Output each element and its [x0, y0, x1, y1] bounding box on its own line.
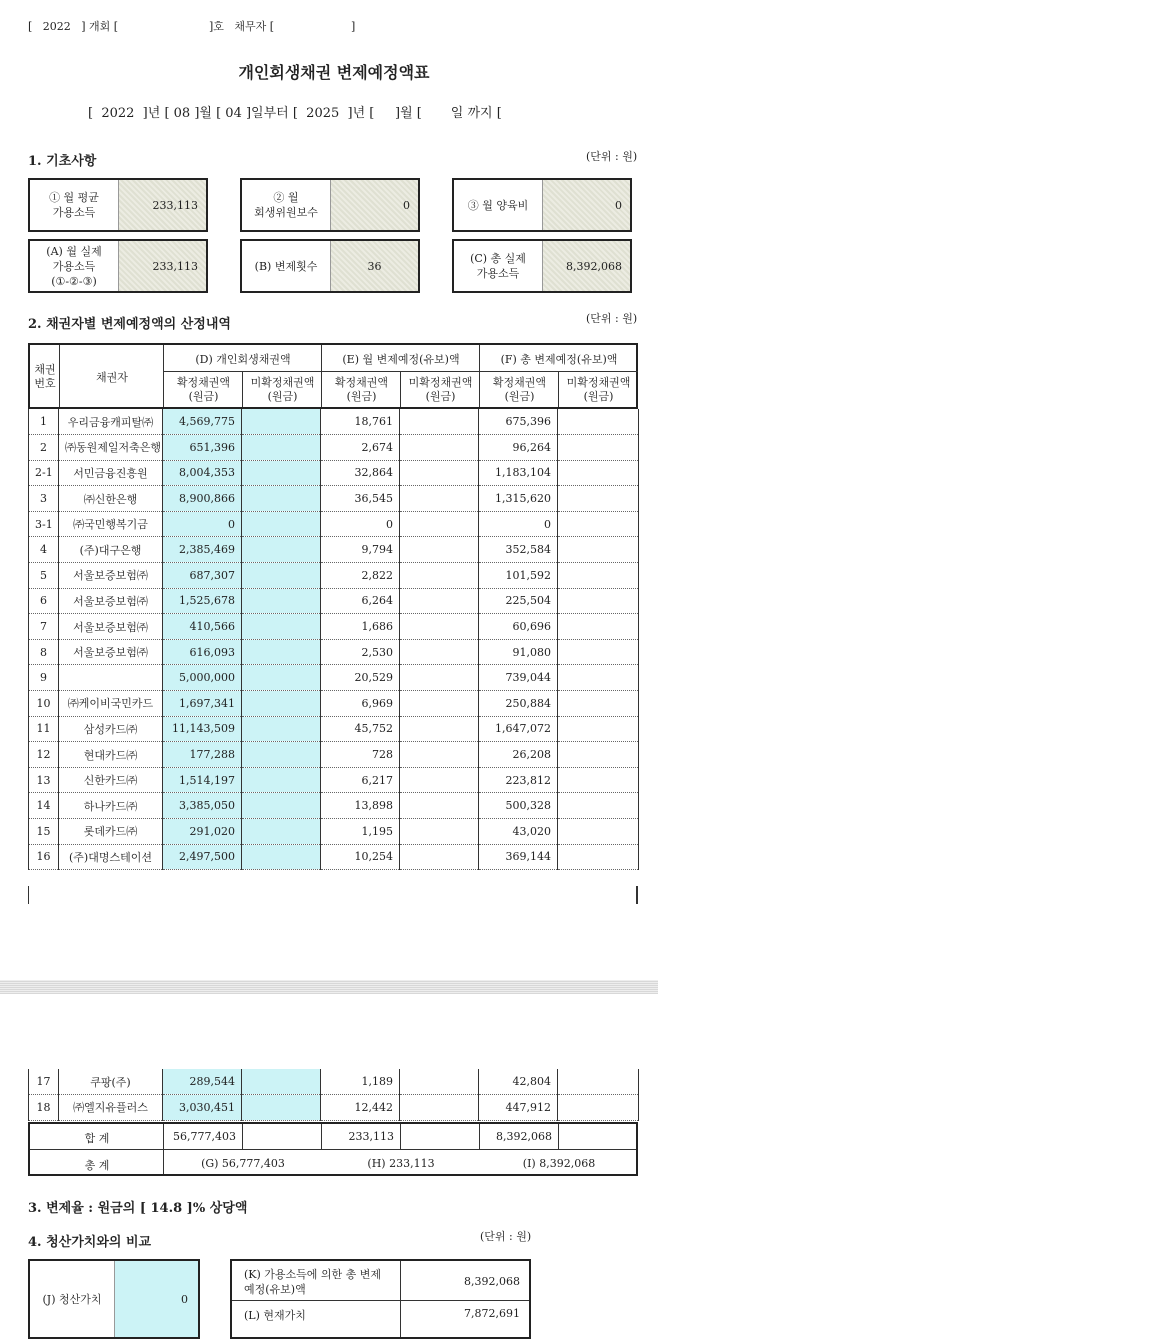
table-header — [28, 343, 638, 409]
table-row — [29, 819, 639, 845]
row-e-fixed: 20,529 — [321, 665, 400, 691]
row-e-fixed: 2,674 — [321, 435, 400, 461]
row-d-fixed: 616,093 — [163, 639, 242, 665]
row-f-unfixed — [558, 537, 639, 563]
row-d-unfixed — [242, 793, 321, 819]
row-e-fixed: 10,254 — [321, 844, 400, 870]
row-e-fixed: 2,822 — [321, 563, 400, 589]
row-no: 1 — [29, 409, 59, 435]
row-e-unfixed — [400, 563, 479, 589]
row-no: 10 — [29, 691, 59, 717]
table-row — [29, 1095, 639, 1121]
table-row — [29, 844, 639, 870]
row-d-fixed: 4,569,775 — [163, 409, 242, 435]
liquidation-box — [28, 1259, 200, 1339]
row-d-fixed: 2,497,500 — [163, 844, 242, 870]
row-d-fixed: 11,143,509 — [163, 716, 242, 742]
box-value: 36 — [330, 241, 418, 291]
row-creditor: 서울보증보험㈜ — [59, 563, 163, 589]
row-e-unfixed — [400, 435, 479, 461]
header-f: (F) 총 변제예정(유보)액 — [500, 353, 618, 366]
l-label: (L) 현재가치 — [244, 1309, 306, 1322]
row-e-fixed: 45,752 — [321, 716, 400, 742]
box-label: ③ 월 양육비 — [467, 198, 529, 212]
l-value: 7,872,691 — [464, 1307, 520, 1320]
row-d-fixed: 289,544 — [163, 1069, 242, 1095]
section4-unit: (단위 : 원) — [480, 1230, 532, 1243]
row-d-unfixed — [242, 639, 321, 665]
row-f-fixed: 739,044 — [479, 665, 558, 691]
page-separator — [0, 980, 658, 994]
table-row — [29, 793, 639, 819]
row-e-unfixed — [400, 665, 479, 691]
row-creditor: ㈜동원제일저축은행 — [59, 435, 163, 461]
row-no: 2-1 — [29, 460, 59, 486]
row-e-fixed: 6,264 — [321, 588, 400, 614]
row-no: 15 — [29, 819, 59, 845]
header-e-fixed: 확정채권액 (원금) — [334, 376, 389, 403]
row-e-unfixed — [400, 691, 479, 717]
row-f-fixed: 1,647,072 — [479, 716, 558, 742]
row-creditor: ㈜케이비국민카드 — [59, 691, 163, 717]
row-creditor: 서울보증보험㈜ — [59, 614, 163, 640]
row-e-unfixed — [400, 793, 479, 819]
sum-e: 233,113 — [348, 1130, 394, 1143]
row-creditor: 신한카드㈜ — [59, 767, 163, 793]
header-creditor: 채권자 — [96, 371, 128, 384]
box-value: 0 — [542, 180, 630, 230]
row-no: 8 — [29, 639, 59, 665]
row-f-unfixed — [558, 793, 639, 819]
row-e-unfixed — [400, 716, 479, 742]
row-e-unfixed — [400, 460, 479, 486]
row-f-fixed: 60,696 — [479, 614, 558, 640]
header-f-fixed: 확정채권액 (원금) — [492, 376, 547, 403]
box-repayment-count — [240, 239, 420, 293]
row-e-unfixed — [400, 639, 479, 665]
row-e-fixed: 1,686 — [321, 614, 400, 640]
row-creditor: 서민금융진흥원 — [59, 460, 163, 486]
row-e-unfixed — [400, 1069, 479, 1095]
row-e-fixed: 1,195 — [321, 819, 400, 845]
page-title: 개인회생채권 변제예정액표 — [238, 63, 430, 82]
total-i: (I) 8,392,068 — [522, 1157, 596, 1170]
row-e-unfixed — [400, 537, 479, 563]
box-trustee-fee — [240, 178, 420, 232]
total-g: (G) 56,777,403 — [201, 1157, 285, 1170]
row-d-unfixed — [242, 486, 321, 512]
section3-title: 3. 변제율 : 원금의 [ 14.8 ]% 상당액 — [28, 1201, 248, 1216]
row-f-unfixed — [558, 435, 639, 461]
row-f-unfixed — [558, 767, 639, 793]
table-row — [29, 409, 639, 435]
row-d-unfixed — [242, 844, 321, 870]
row-no: 14 — [29, 793, 59, 819]
section4-title: 4. 청산가치와의 비교 — [28, 1235, 152, 1250]
row-no: 7 — [29, 614, 59, 640]
box-total-income — [452, 239, 632, 293]
row-creditor: (주)대구은행 — [59, 537, 163, 563]
row-e-unfixed — [400, 767, 479, 793]
row-d-fixed: 1,514,197 — [163, 767, 242, 793]
row-d-fixed: 687,307 — [163, 563, 242, 589]
box-label: ① 월 평균 가용소득 — [49, 191, 99, 219]
box-value: 233,113 — [118, 241, 206, 291]
table-continuation — [28, 886, 638, 904]
row-no: 9 — [29, 665, 59, 691]
totals-block — [28, 1122, 638, 1176]
table-row — [29, 460, 639, 486]
row-d-fixed: 3,030,451 — [163, 1095, 242, 1121]
row-d-unfixed — [242, 767, 321, 793]
row-f-fixed: 369,144 — [479, 844, 558, 870]
box-value: 233,113 — [118, 180, 206, 230]
row-d-unfixed — [242, 1095, 321, 1121]
row-d-fixed: 291,020 — [163, 819, 242, 845]
row-f-fixed: 500,328 — [479, 793, 558, 819]
row-creditor — [59, 665, 163, 691]
row-f-fixed: 447,912 — [479, 1095, 558, 1121]
row-e-fixed: 0 — [321, 511, 400, 537]
header-f-unfixed: 미확정채권액 (원금) — [566, 376, 631, 403]
row-d-fixed: 8,900,866 — [163, 486, 242, 512]
row-f-unfixed — [558, 614, 639, 640]
row-f-unfixed — [558, 844, 639, 870]
sum-d: 56,777,403 — [173, 1130, 236, 1143]
row-creditor: 삼성카드㈜ — [59, 716, 163, 742]
row-d-fixed: 3,385,050 — [163, 793, 242, 819]
row-f-unfixed — [558, 819, 639, 845]
row-f-fixed: 0 — [479, 511, 558, 537]
row-f-unfixed — [558, 639, 639, 665]
row-f-fixed: 42,804 — [479, 1069, 558, 1095]
creditor-table-continued — [28, 1069, 639, 1121]
row-f-fixed: 26,208 — [479, 742, 558, 768]
row-d-unfixed — [242, 716, 321, 742]
header-e-unfixed: 미확정채권액 (원금) — [408, 376, 473, 403]
row-d-unfixed — [242, 537, 321, 563]
row-f-unfixed — [558, 742, 639, 768]
row-no: 5 — [29, 563, 59, 589]
row-creditor: 우리금융캐피탈㈜ — [59, 409, 163, 435]
row-d-fixed: 651,396 — [163, 435, 242, 461]
row-no: 3-1 — [29, 511, 59, 537]
period-line: [ 2022 ]년 [ 08 ]월 [ 04 ]일부터 [ 2025 ]년 [ ]월 [ 일 까지 [ — [88, 106, 502, 121]
row-d-fixed: 2,385,469 — [163, 537, 242, 563]
total-h: (H) 233,113 — [367, 1157, 435, 1170]
table-row — [29, 435, 639, 461]
sum-f: 8,392,068 — [496, 1130, 552, 1143]
row-e-fixed: 13,898 — [321, 793, 400, 819]
row-no: 17 — [29, 1069, 59, 1095]
row-no: 11 — [29, 716, 59, 742]
row-d-fixed: 1,525,678 — [163, 588, 242, 614]
row-e-unfixed — [400, 409, 479, 435]
row-f-fixed: 223,812 — [479, 767, 558, 793]
table-row — [29, 716, 639, 742]
row-e-fixed: 12,442 — [321, 1095, 400, 1121]
row-d-unfixed — [242, 588, 321, 614]
row-creditor: ㈜신한은행 — [59, 486, 163, 512]
row-f-fixed: 250,884 — [479, 691, 558, 717]
row-f-unfixed — [558, 588, 639, 614]
table-row — [29, 665, 639, 691]
row-e-unfixed — [400, 511, 479, 537]
row-creditor: ㈜엘지유플러스 — [59, 1095, 163, 1121]
row-f-unfixed — [558, 511, 639, 537]
header-no: 채권 번호 — [34, 363, 56, 390]
row-e-fixed: 9,794 — [321, 537, 400, 563]
row-e-unfixed — [400, 1095, 479, 1121]
row-e-unfixed — [400, 486, 479, 512]
table-row — [29, 511, 639, 537]
row-f-fixed: 675,396 — [479, 409, 558, 435]
table-row — [29, 767, 639, 793]
row-no: 13 — [29, 767, 59, 793]
box-label: (B) 변제횟수 — [254, 259, 318, 273]
row-d-fixed: 1,697,341 — [163, 691, 242, 717]
row-f-unfixed — [558, 665, 639, 691]
total-label: 총 계 — [84, 1159, 110, 1172]
creditor-table — [28, 409, 639, 870]
row-creditor: (주)대명스테이션 — [59, 844, 163, 870]
box-value: 8,392,068 — [542, 241, 630, 291]
box-value: 0 — [330, 180, 418, 230]
j-label: (J) 청산가치 — [42, 1293, 102, 1306]
row-no: 12 — [29, 742, 59, 768]
row-d-unfixed — [242, 691, 321, 717]
table-row — [29, 691, 639, 717]
row-creditor: 현대카드㈜ — [59, 742, 163, 768]
row-d-unfixed — [242, 614, 321, 640]
row-d-unfixed — [242, 742, 321, 768]
section1-unit: (단위 : 원) — [586, 150, 638, 163]
row-e-fixed: 18,761 — [321, 409, 400, 435]
row-creditor: 하나카드㈜ — [59, 793, 163, 819]
box-label: (A) 월 실제 가용소득 (①-②-③) — [46, 244, 102, 288]
row-d-fixed: 177,288 — [163, 742, 242, 768]
row-e-unfixed — [400, 742, 479, 768]
section2-title: 2. 채권자별 변제예정액의 산정내역 — [28, 317, 231, 332]
row-f-fixed: 1,315,620 — [479, 486, 558, 512]
row-e-unfixed — [400, 819, 479, 845]
row-e-fixed: 1,189 — [321, 1069, 400, 1095]
row-d-unfixed — [242, 563, 321, 589]
box-child-support — [452, 178, 632, 232]
row-e-fixed: 728 — [321, 742, 400, 768]
header-d: (D) 개인회생채권액 — [195, 353, 291, 366]
row-d-unfixed — [242, 409, 321, 435]
case-header: [ 2022 ] 개회 [ ]호 채무자 [ ] — [28, 20, 356, 33]
header-d-fixed: 확정채권액 (원금) — [176, 376, 231, 403]
row-d-unfixed — [242, 460, 321, 486]
row-no: 16 — [29, 844, 59, 870]
row-d-unfixed — [242, 1069, 321, 1095]
row-f-unfixed — [558, 1095, 639, 1121]
row-f-fixed: 91,080 — [479, 639, 558, 665]
row-e-fixed: 6,969 — [321, 691, 400, 717]
box-label: (C) 총 실제 가용소득 — [470, 252, 526, 280]
row-d-fixed: 0 — [163, 511, 242, 537]
sum-label: 합 계 — [84, 1132, 110, 1145]
row-d-fixed: 410,566 — [163, 614, 242, 640]
header-d-unfixed: 미확정채권액 (원금) — [250, 376, 315, 403]
row-no: 4 — [29, 537, 59, 563]
row-f-fixed: 1,183,104 — [479, 460, 558, 486]
table-row — [29, 639, 639, 665]
row-e-unfixed — [400, 614, 479, 640]
row-e-fixed: 36,545 — [321, 486, 400, 512]
table-row — [29, 486, 639, 512]
row-creditor: 롯데카드㈜ — [59, 819, 163, 845]
row-e-fixed: 2,530 — [321, 639, 400, 665]
box-label: ② 월 회생위원보수 — [254, 191, 318, 219]
row-f-unfixed — [558, 409, 639, 435]
section2-unit: (단위 : 원) — [586, 312, 638, 325]
row-e-fixed: 6,217 — [321, 767, 400, 793]
table-row — [29, 563, 639, 589]
row-creditor: ㈜국민행복기금 — [59, 511, 163, 537]
row-no: 3 — [29, 486, 59, 512]
row-f-fixed: 101,592 — [479, 563, 558, 589]
table-row — [29, 1069, 639, 1095]
row-no: 2 — [29, 435, 59, 461]
section1-title: 1. 기초사항 — [28, 154, 97, 169]
table-row — [29, 537, 639, 563]
row-d-unfixed — [242, 819, 321, 845]
row-e-unfixed — [400, 844, 479, 870]
row-f-unfixed — [558, 716, 639, 742]
row-f-fixed: 225,504 — [479, 588, 558, 614]
row-f-unfixed — [558, 691, 639, 717]
row-f-fixed: 43,020 — [479, 819, 558, 845]
row-e-fixed: 32,864 — [321, 460, 400, 486]
k-value: 8,392,068 — [464, 1275, 520, 1288]
row-no: 6 — [29, 588, 59, 614]
header-e: (E) 월 변제예정(유보)액 — [342, 353, 460, 366]
row-d-fixed: 8,004,353 — [163, 460, 242, 486]
row-d-unfixed — [242, 435, 321, 461]
box-actual-income — [28, 239, 208, 293]
row-f-unfixed — [558, 563, 639, 589]
row-f-unfixed — [558, 460, 639, 486]
row-no: 18 — [29, 1095, 59, 1121]
row-creditor: 쿠팡(주) — [59, 1069, 163, 1095]
table-row — [29, 614, 639, 640]
comparison-box — [230, 1259, 531, 1339]
row-creditor: 서울보증보험㈜ — [59, 588, 163, 614]
row-creditor: 서울보증보험㈜ — [59, 639, 163, 665]
table-row — [29, 588, 639, 614]
k-label: (K) 가용소득에 의한 총 변제 예정(유보)액 — [244, 1268, 382, 1296]
row-f-unfixed — [558, 486, 639, 512]
row-f-fixed: 352,584 — [479, 537, 558, 563]
row-f-unfixed — [558, 1069, 639, 1095]
box-monthly-income — [28, 178, 208, 232]
row-d-fixed: 5,000,000 — [163, 665, 242, 691]
row-d-unfixed — [242, 665, 321, 691]
table-row — [29, 742, 639, 768]
row-f-fixed: 96,264 — [479, 435, 558, 461]
row-e-unfixed — [400, 588, 479, 614]
row-d-unfixed — [242, 511, 321, 537]
j-value: 0 — [114, 1261, 198, 1337]
